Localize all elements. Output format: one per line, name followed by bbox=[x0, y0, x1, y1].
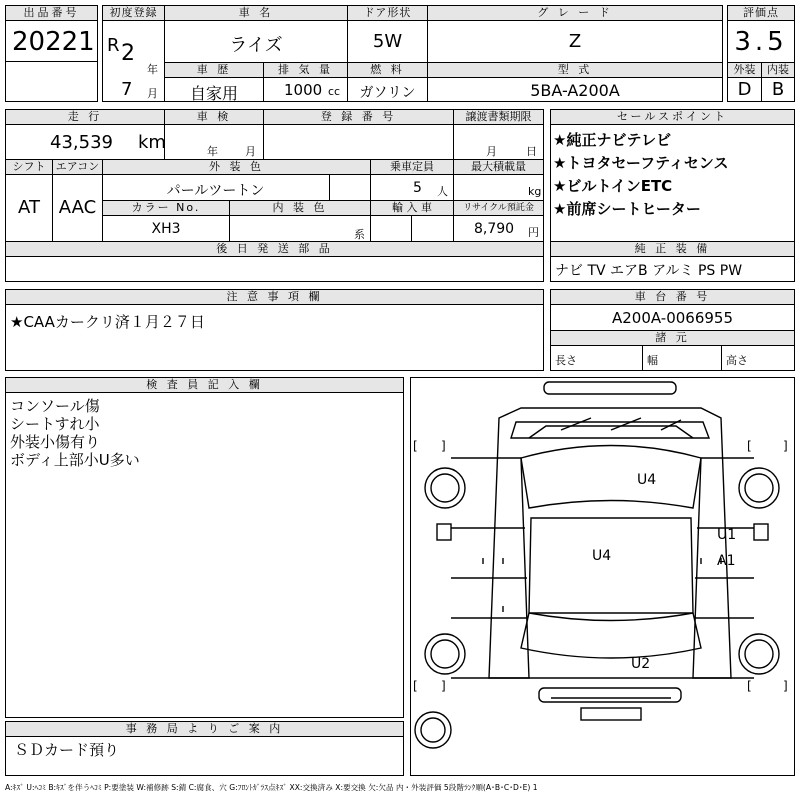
door-label: ドア形状 bbox=[347, 5, 428, 21]
mileage-unit: km bbox=[138, 132, 166, 153]
mark-right-2: A1 bbox=[717, 553, 736, 569]
interior-grade: B bbox=[771, 79, 785, 100]
genuine-equipment: ナビ TV エアB アルミ PS PW bbox=[555, 263, 743, 279]
lot-empty-box bbox=[5, 61, 98, 102]
first-reg-label: 初度登録 bbox=[102, 5, 165, 21]
color-no: XH3 bbox=[151, 221, 181, 237]
office-label: 事 務 局 よ り ご 案 内 bbox=[5, 721, 404, 737]
car-name: ライズ bbox=[229, 35, 283, 56]
sales-point-1: ★純正ナビテレビ bbox=[553, 131, 672, 149]
notes-box bbox=[5, 304, 544, 371]
era: R bbox=[107, 35, 120, 56]
transfer-label: 譲渡書類期限 bbox=[453, 109, 544, 125]
history-label: 車 歴 bbox=[164, 62, 264, 78]
history-box bbox=[164, 77, 264, 102]
dim-height: 高さ bbox=[726, 354, 748, 367]
color-box bbox=[102, 174, 371, 201]
max-load-box bbox=[453, 174, 544, 201]
capacity: 5 bbox=[413, 180, 422, 196]
sales-points-label: セールスポイント bbox=[550, 109, 795, 125]
score-label: 評価点 bbox=[727, 5, 795, 21]
displacement-unit: cc bbox=[328, 85, 341, 98]
reg-no-label: 登 録 番 号 bbox=[263, 109, 454, 125]
recycle-label: リサイクル預託金 bbox=[453, 200, 544, 216]
later-parts-label: 後 日 発 送 部 品 bbox=[5, 241, 544, 257]
dims-box bbox=[550, 345, 795, 371]
bracket-right-rear: [ bbox=[747, 679, 752, 693]
mark-roof: U4 bbox=[637, 472, 657, 488]
insp-month-unit: 月 bbox=[245, 145, 256, 158]
interior-label: 内装 bbox=[761, 62, 795, 78]
shift-box bbox=[5, 174, 53, 242]
notes-label: 注 意 事 項 欄 bbox=[5, 289, 544, 305]
model-code: 5BA-A200A bbox=[530, 81, 620, 100]
door-type: 5W bbox=[372, 31, 403, 52]
footer-legend: A:ｷｽﾞ U:ﾍｺﾐ B:ｷｽﾞを伴うﾍｺﾐ P:要塗装 W:補修跡 S:錆 C:腐食、穴 G:ﾌﾛﾝﾄｶﾞﾗｽ点ｷｽﾞ XX:交換済み X:要交換 欠:欠品 内・外装評価 5段階ﾗﾝｸ順(A･B･C･D･E) 1 bbox=[5, 783, 538, 792]
dims-label: 諸 元 bbox=[550, 330, 795, 346]
chassis-number: A200A-0066955 bbox=[611, 309, 734, 327]
insp-year-unit: 年 bbox=[207, 145, 218, 158]
bracket-left: [ bbox=[413, 439, 418, 453]
inspection-box bbox=[164, 124, 264, 160]
max-load-label: 最大積載量 bbox=[453, 159, 544, 175]
later-parts-box bbox=[5, 256, 544, 282]
dim-divider-2 bbox=[721, 345, 722, 371]
bracket-left-rear-close: ] bbox=[441, 679, 446, 693]
ac: AAC bbox=[58, 197, 97, 218]
lot-number-box bbox=[5, 20, 98, 62]
chassis-label: 車 台 番 号 bbox=[550, 289, 795, 305]
bracket-left-close: ] bbox=[441, 439, 446, 453]
body-color: パールツートン bbox=[166, 183, 265, 199]
ac-label: エアコン bbox=[52, 159, 103, 175]
exterior-label: 外装 bbox=[727, 62, 762, 78]
bracket-right: [ bbox=[747, 439, 752, 453]
car-name-label: 車 名 bbox=[164, 5, 348, 21]
fuel: ガソリン bbox=[359, 85, 416, 101]
shift: AT bbox=[18, 197, 40, 218]
fuel-box bbox=[347, 77, 428, 102]
import-divider bbox=[411, 215, 412, 242]
office-box bbox=[5, 736, 404, 776]
car-outline bbox=[411, 378, 794, 775]
exterior-grade: D bbox=[737, 79, 752, 100]
inspector-box bbox=[5, 392, 404, 718]
reg-month: 7 bbox=[121, 79, 133, 100]
reg-year: 2 bbox=[121, 41, 135, 66]
ac-box bbox=[52, 174, 103, 242]
max-load-unit: kg bbox=[528, 185, 542, 198]
inspector-line-4: ボディ上部小U多い bbox=[10, 451, 140, 469]
model-label: 型 式 bbox=[427, 62, 723, 78]
genuine-label: 純 正 装 備 bbox=[550, 241, 795, 257]
model-box bbox=[427, 77, 723, 102]
mileage-label: 走 行 bbox=[5, 109, 165, 125]
inspector-line-1: コンソール傷 bbox=[10, 397, 100, 415]
score: 3.5 bbox=[734, 27, 788, 57]
reg-no-box bbox=[263, 124, 454, 160]
dim-divider-1 bbox=[642, 345, 643, 371]
damage-diagram bbox=[410, 377, 795, 776]
fuel-label: 燃 料 bbox=[347, 62, 428, 78]
recycle-unit: 円 bbox=[528, 226, 539, 239]
first-reg-box bbox=[102, 20, 165, 102]
sales-point-4: ★前席シートヒーター bbox=[553, 200, 701, 218]
int-color-label: 内 装 色 bbox=[229, 200, 371, 216]
lot-number: 20221 bbox=[12, 27, 95, 57]
color-no-box bbox=[102, 215, 230, 242]
score-box bbox=[727, 20, 795, 63]
grade-label: グ レ ー ド bbox=[427, 5, 723, 21]
inspector-line-2: シートすれ小 bbox=[10, 415, 100, 433]
int-color-box bbox=[229, 215, 371, 242]
mileage-box bbox=[5, 124, 165, 160]
bracket-right-rear-close: ] bbox=[783, 679, 788, 693]
inspection-label: 車 検 bbox=[164, 109, 264, 125]
history: 自家用 bbox=[189, 84, 238, 103]
genuine-box bbox=[550, 256, 795, 282]
month-unit: 月 bbox=[147, 87, 158, 100]
inspector-line-3: 外装小傷有り bbox=[10, 433, 101, 451]
chassis-box bbox=[550, 304, 795, 331]
dim-length: 長さ bbox=[555, 354, 577, 367]
displacement-label: 排 気 量 bbox=[263, 62, 348, 78]
import-label: 輸 入 車 bbox=[370, 200, 454, 216]
lot-number-label: 出品番号 bbox=[5, 5, 98, 21]
transfer-box bbox=[453, 124, 544, 160]
inspector-label: 検 査 員 記 入 欄 bbox=[5, 377, 404, 393]
import-box bbox=[370, 215, 454, 242]
capacity-box bbox=[370, 174, 454, 201]
recycle-box bbox=[453, 215, 544, 242]
displacement: 1000 bbox=[284, 81, 323, 99]
int-color-unit: 系 bbox=[354, 228, 365, 241]
bracket-left-rear: [ bbox=[413, 679, 418, 693]
sales-point-2: ★トヨタセーフティセンス bbox=[553, 154, 729, 172]
mark-right: U1 bbox=[717, 527, 737, 543]
shift-label: シフト bbox=[5, 159, 53, 175]
exterior-box bbox=[727, 77, 762, 102]
office-text: ＳＤカード預り bbox=[14, 741, 120, 759]
door-box bbox=[347, 20, 428, 63]
interior-box bbox=[761, 77, 795, 102]
displacement-box bbox=[263, 77, 348, 102]
color-no-label: カラー No. bbox=[102, 200, 230, 216]
transfer-day-unit: 日 bbox=[526, 145, 537, 158]
car-name-box bbox=[164, 20, 348, 63]
dim-width: 幅 bbox=[647, 354, 658, 367]
mileage: 43,539 bbox=[50, 132, 113, 153]
year-unit: 年 bbox=[147, 63, 158, 76]
capacity-label: 乗車定員 bbox=[370, 159, 454, 175]
mark-center: U4 bbox=[592, 548, 612, 564]
color-label: 外 装 色 bbox=[102, 159, 371, 175]
grade: Z bbox=[568, 31, 582, 52]
sales-point-3: ★ビルトインETC bbox=[553, 177, 673, 195]
sales-points-box bbox=[550, 124, 795, 242]
capacity-unit: 人 bbox=[437, 185, 448, 198]
color-divider bbox=[329, 174, 330, 201]
mark-rear: U2 bbox=[631, 656, 651, 672]
recycle-fee: 8,790 bbox=[474, 221, 515, 237]
notes-text: ★CAAカークリ済１月２７日 bbox=[10, 313, 205, 331]
transfer-month-unit: 月 bbox=[486, 145, 497, 158]
grade-box bbox=[427, 20, 723, 63]
bracket-right-close: ] bbox=[783, 439, 788, 453]
